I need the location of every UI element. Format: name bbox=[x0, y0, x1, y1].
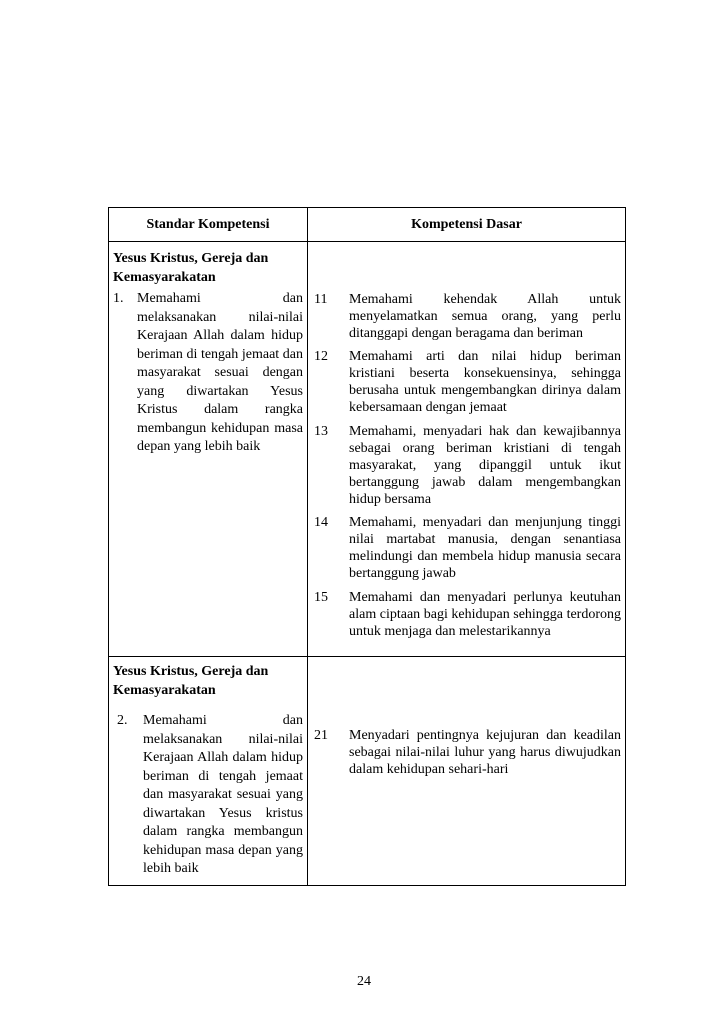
kompetensi-dasar-item: 14 Memahami, menyadari dan menjunjung tinggi nilai martabat manusia, dengan senantiasa melindungi dan membela hidup manusia secara bertanggung jawab bbox=[314, 515, 621, 581]
section-title: Yesus Kristus, Gereja dan Kemasyarakatan bbox=[113, 251, 269, 285]
item-number: 2. bbox=[117, 713, 128, 728]
standar-kompetensi-item bbox=[113, 712, 303, 879]
row-divider bbox=[109, 656, 625, 657]
column-divider bbox=[307, 208, 308, 885]
item-text: Memahami dan melaksanakan nilai-nilai Kerajaan Allah dalam hidup beriman di tengah jemaat dan masyarakat sesuai yang diwartakan Yesus kristus dalam rangka membangun kehidupan masa depan yang lebih baik bbox=[143, 713, 303, 876]
header-standar-kompetensi: Standar Kompetensi bbox=[146, 217, 270, 232]
kompetensi-dasar-item: 11 Memahami kehendak Allah untuk menyelamatkan semua orang, yang perlu ditanggapi dengan beragama dan beriman bbox=[314, 292, 621, 341]
standar-kompetensi-item bbox=[113, 290, 303, 457]
kompetensi-dasar-item: 15 Memahami dan menyadari perlunya keutuhan alam ciptaan bagi kehidupan sehingga terdorong untuk menjaga dan melestarikannya bbox=[314, 590, 621, 639]
page-number: 24 bbox=[357, 974, 371, 989]
item-text: Memahami dan melaksanakan nilai-nilai Kerajaan Allah dalam hidup beriman di tengah jemaat dan masyarakat sesuai dengan yang diwartakan Yesus Kristus dalam rangka membangun kehidupan masa depan yang lebih baik bbox=[137, 291, 303, 454]
header-divider bbox=[109, 241, 625, 242]
item-number: 1. bbox=[113, 291, 124, 306]
kompetensi-dasar-item: 21 Menyadari pentingnya kejujuran dan keadilan sebagai nilai-nilai luhur yang harus diwujudkan dalam kehidupan sehari-hari bbox=[314, 728, 621, 777]
header-kompetensi-dasar: Kompetensi Dasar bbox=[411, 217, 522, 232]
section-title: Yesus Kristus, Gereja dan Kemasyarakatan bbox=[113, 664, 269, 698]
competency-table bbox=[108, 207, 626, 886]
kompetensi-dasar-item: 13 Memahami, menyadari hak dan kewajibannya sebagai orang beriman kristiani di tengah masyarakat, yang dipanggil untuk ikut bertanggung jawab dalam mengembangkan hidup bersama bbox=[314, 424, 621, 507]
kompetensi-dasar-item: 12 Memahami arti dan nilai hidup beriman kristiani beserta konsekuensinya, sehingga berusaha untuk mengembangkan dirinya dalam kebersamaan dengan jemaat bbox=[314, 349, 621, 415]
